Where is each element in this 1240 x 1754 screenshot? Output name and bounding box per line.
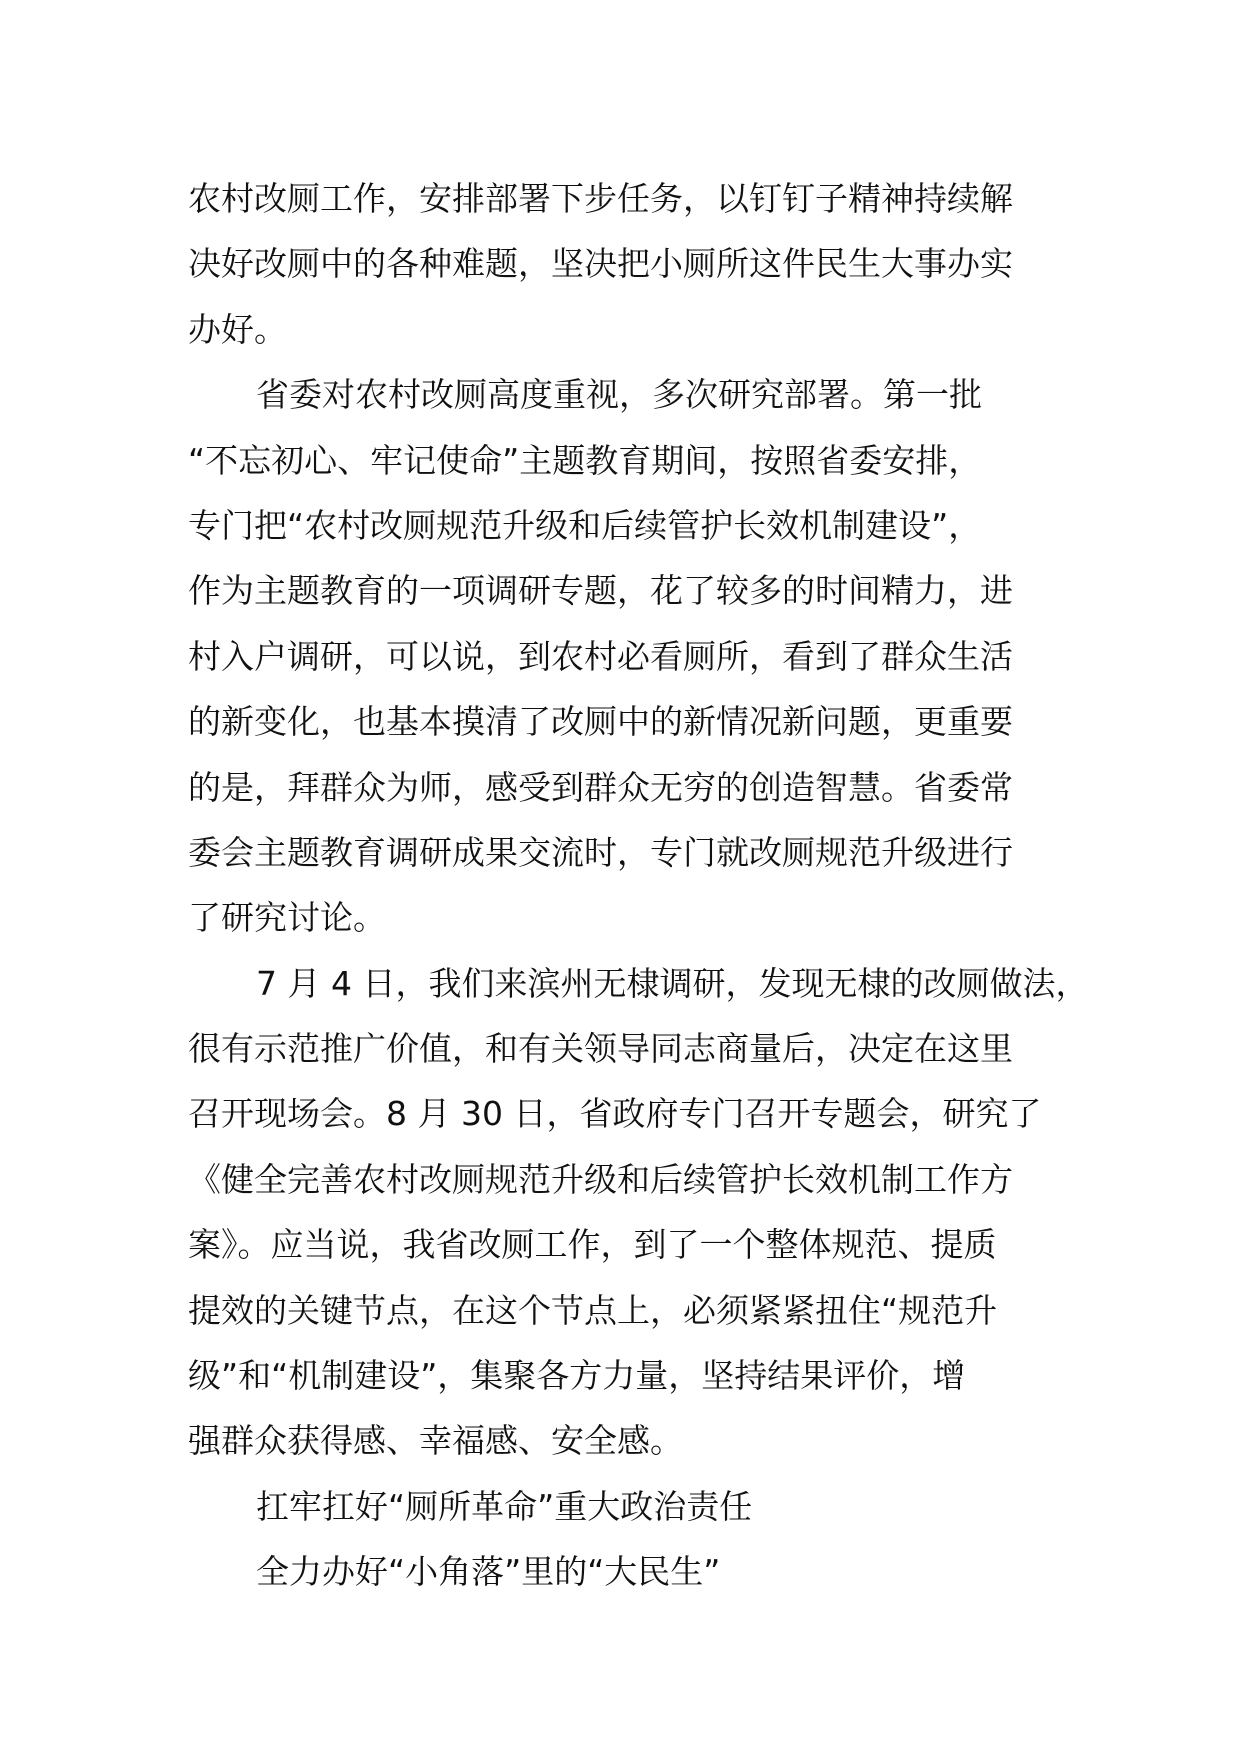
paragraph-line: 强群众获得感、幸福感、安全感。 xyxy=(188,1421,683,1461)
paragraph-line: 委会主题教育调研成果交流时，专门就改厕规范升级进行 xyxy=(188,832,1013,872)
section-heading: 全力办好“小角落”里的“大民生” xyxy=(256,1552,721,1592)
paragraph-line: 农村改厕工作，安排部署下步任务，以钉钉子精神持续解 xyxy=(188,179,1013,218)
paragraph-line: 决好改厕中的各种难题，坚决把小厕所这件民生大事办实 xyxy=(188,244,1013,284)
paragraph-2 xyxy=(188,362,1068,951)
section-headings xyxy=(188,1474,1068,1605)
paragraph-line: 村入户调研，可以说，到农村必看厕所，看到了群众生活 xyxy=(188,636,1013,676)
document-body xyxy=(188,166,1089,1605)
paragraph-line: 提效的关键节点，在这个节点上，必须紧紧扭住“规范升 xyxy=(188,1290,998,1330)
paragraph-line: 办好。 xyxy=(188,309,287,349)
paragraph-line: 省委对农村改厕高度重视，多次研究部署。第一批 xyxy=(256,375,982,415)
paragraph-3 xyxy=(188,951,1089,1474)
paragraph-line: 的新变化，也基本摸清了改厕中的新情况新问题，更重要 xyxy=(188,702,1013,742)
paragraph-line: 级”和“机制建设”，集聚各方力量，坚持结果评价，增 xyxy=(188,1356,966,1396)
paragraph-line: 很有示范推广价值，和有关领导同志商量后，决定在这里 xyxy=(188,1029,1013,1069)
section-heading: 扛牢扛好“厕所革命”重大政治责任 xyxy=(256,1486,753,1526)
paragraph-1 xyxy=(188,166,1068,362)
paragraph-line: 案》。应当说，我省改厕工作，到了一个整体规范、提质 xyxy=(188,1225,997,1265)
paragraph-line: 作为主题教育的一项调研专题，花了较多的时间精力，进 xyxy=(188,571,1013,611)
paragraph-line: 专门把“农村改厕规范升级和后续管护长效机制建设”， xyxy=(188,505,982,545)
paragraph-line: 7 月 4 日，我们来滨州无棣调研，发现无棣的改厕做法， xyxy=(256,963,1089,1003)
paragraph-line: 《健全完善农村改厕规范升级和后续管护长效机制工作方 xyxy=(188,1159,1013,1199)
paragraph-line: 了研究讨论。 xyxy=(188,898,386,938)
paragraph-line: 的是，拜群众为师，感受到群众无穷的创造智慧。省委常 xyxy=(188,767,1013,807)
paragraph-line: 召开现场会。8 月 30 日，省政府专门召开专题会，研究了 xyxy=(188,1094,1042,1134)
paragraph-line: “不忘初心、牢记使命”主题教育期间，按照省委安排， xyxy=(188,440,982,480)
